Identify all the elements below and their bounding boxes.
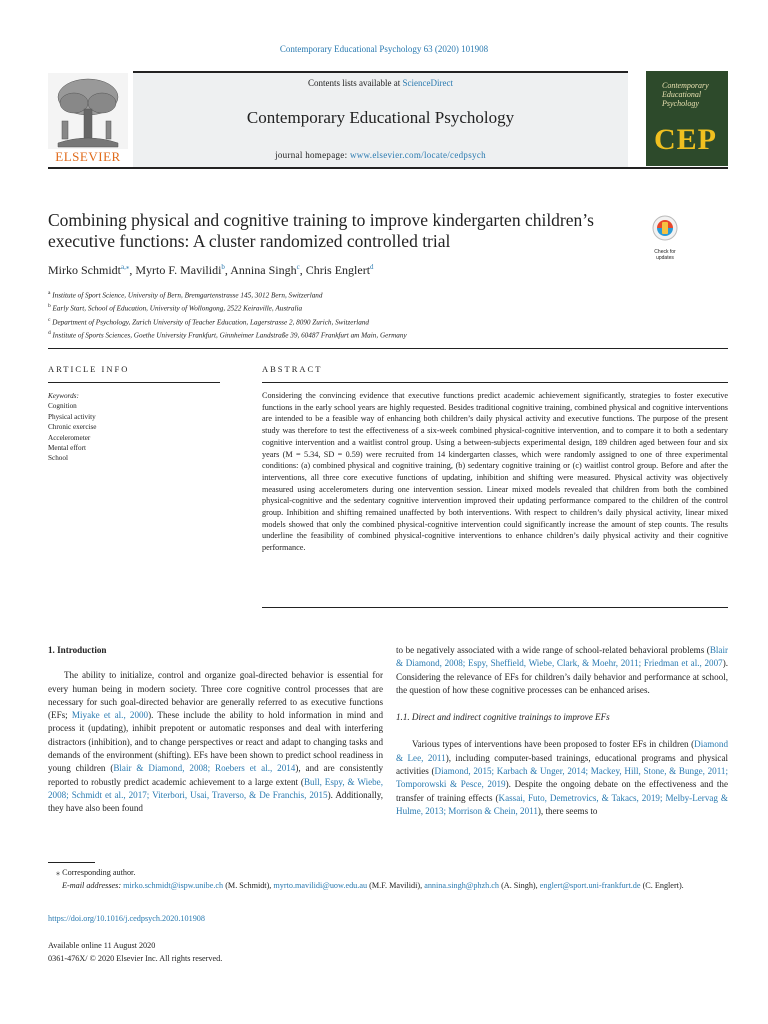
- email-link[interactable]: annina.singh@phzh.ch: [424, 880, 500, 890]
- affiliation: $^c$ Department of Psychology, Zurich University of Teacher Education, Lagerstrasse 2, 8090 Zurich, Switzerland: [48, 316, 370, 327]
- crossmark-icon: [646, 214, 684, 244]
- affiliation-list: [48, 288, 407, 342]
- author-affiliation-marker[interactable]: b: [221, 263, 225, 271]
- keyword: Physical activity: [48, 412, 96, 421]
- citation-link[interactable]: Kassai, Futo, Demetrovics, & Takacs, 2019; Melby-Lervag & Hulme, 2013; Morrison & Chein, 2011: [396, 792, 728, 816]
- abstract-rule: [262, 382, 728, 383]
- intro-paragraph-1: The ability to initialize, control and organize goal-directed behavior is essential for every human being in modern society. Three core cognitive control processes that are necessary for such goal-directed behavior are generally referred to as executive functions (EFs; Miyake et al., 2000). These include the ability to hold information in mind and process it (updating), inhibit prepotent or automatic responses and deal with interfering distractors (inhibition), and to change perspectives or react and adapt to changing tasks and demands of the environment (shifting). EFs have been shown to predict school readiness in young children (Blair & Diamond, 2008; Roebers et al., 2014), and are consistently reported to robustly predict academic achievement to a large extent (Bull, Espy, & Wiebe, 2008; Schmidt et al., 2017; Viterbori, Usai, Traverso, & De Franchis, 2015). Additionally, they have also been found: [48, 670, 383, 814]
- cover-acronym: CEP: [654, 123, 717, 156]
- footnote-rule: [48, 862, 95, 863]
- email-link[interactable]: mirko.schmidt@ispw.unibe.ch: [123, 880, 224, 890]
- author-affiliation-marker[interactable]: a,⁎: [121, 263, 130, 271]
- article-info-rule: [48, 382, 220, 383]
- abstract-heading: ABSTRACT: [262, 364, 323, 374]
- section-divider: [48, 348, 728, 349]
- author-name: Myrto F. Mavilidi: [135, 263, 222, 277]
- email-link[interactable]: myrto.mavilidi@uow.edu.au: [273, 880, 368, 890]
- author-name: Chris Englert: [305, 263, 371, 277]
- cover-title: Contemporary Educational Psychology: [662, 81, 709, 108]
- journal-name: Contemporary Educational Psychology: [246, 108, 515, 127]
- sciencedirect-link[interactable]: ScienceDirect: [402, 78, 453, 88]
- left-column: [48, 644, 383, 816]
- header-bottom-rule: [48, 167, 728, 169]
- corresponding-author-note: ⁎ Corresponding author.: [56, 868, 136, 877]
- journal-citation[interactable]: Contemporary Educational Psychology 63 (2020) 101908: [279, 44, 489, 54]
- article-title: Combining physical and cognitive training to improve kindergarten children’s executive functions: A cluster randomized controlled trial: [48, 210, 594, 251]
- intro-paragraph-2: Various types of interventions have been proposed to foster EFs in children (Diamond & Lee, 2011), including computer-based trainings, educational programs and physical activities (Diamond, 2015; Karbach & Unger, 2014; Mackey, Hill, Stone, & Bunge, 2011; Tomporowski & Pesce, 2019). Despite the ongoing debate on the effectiveness and the transfer of training effects (Kassai, Futo, Demetrovics, & Takacs, 2019; Melby-Lervag & Hulme, 2013; Morrison & Chein, 2011), there seems to: [396, 739, 729, 816]
- email-addresses: E-mail addresses: mirko.schmidt@ispw.unibe.ch (M. Schmidt), myrto.mavilidi@uow.edu.au (M.F. Mavilidi), annina.singh@phzh.ch (A. Singh), englert@sport.uni-frankfurt.de (C. Englert).: [62, 880, 684, 890]
- abstract-text: Considering the convincing evidence that executive functions predict academic achievement significantly, strategies to foster executive functions in the early school years are highly requested. Besides traditional cognitive training, combined physical and cognitive interventions are intended to be a feasible way of enhancing both children’s daily physical activity and executive functions. The purpose of the present study was therefore to test the effectiveness of a six-week combined physical-cognitive intervention, and to compare it to both a sedentary cognitive intervention and a waitlist control group. Using a between-subjects experimental design, 189 children aged between four and six years (M = 5.34, SD = 0.59) were recruited from 14 kindergarten classes, which were randomly assigned to one of three experimental conditions: (a) combined physical and cognitive training, (b) sedentary cognitive training or (c) waitlist control group. Before and after the interventions, all three core executive functions of updating, inhibition and shifting were measured. Physical activity was objectively measured using accelerometers during one intervention session. Linear mixed models revealed that children from both the combined physical-cognitive and the sedentary cognitive intervention improved their updating performance compared to the children of the control group. Inhibition and shifting remained unaffected by both interventions. With respect to children’s daily physical activity, linear mixed models showed that only the combined physical-cognitive intervention could significantly increase the amount of step counts. The results underline the feasibility of combined physical-cognitive interventions to enhance children’s daily physical activity and their cognitive performance.: [262, 391, 728, 553]
- doi-link[interactable]: https://doi.org/10.1016/j.cedpsych.2020.101908: [48, 914, 205, 923]
- affiliation: $^d$ Institute of Sports Sciences, Goethe University Frankfurt, Ginnheimer Landstraße 39, 60487 Frankfurt am Main, Germany: [48, 330, 407, 340]
- keyword: Mental effort: [48, 444, 86, 453]
- keywords-label: Keywords:: [48, 392, 79, 400]
- citation-link[interactable]: Bull, Espy, & Wiebe, 2008; Schmidt et al., 2017; Viterbori, Usai, Traverso, & De Franchis, 2015: [48, 776, 383, 800]
- homepage-prefix: journal homepage:: [275, 150, 350, 160]
- author-name: Annina Singh: [230, 263, 297, 277]
- availability: [48, 940, 222, 965]
- available-online: Available online 11 August 2020: [48, 941, 156, 950]
- email-link[interactable]: englert@sport.uni-frankfurt.de: [539, 880, 641, 890]
- introduction-heading: 1. Introduction: [48, 645, 107, 655]
- author-affiliation-marker[interactable]: d: [370, 263, 374, 271]
- article-info-heading: ARTICLE INFO: [48, 364, 130, 374]
- keyword: Chronic exercise: [48, 423, 97, 432]
- crossmark-label: Check for updates: [654, 249, 676, 261]
- author-list: Mirko Schmidt$^{a,⁎}$, Myrto F. Mavilidi$^b$, Annina Singh$^c$, Chris Englert$^d$: [48, 263, 374, 277]
- keywords-block: [48, 391, 97, 464]
- footnotes: [48, 867, 728, 892]
- copyright: 0361-476X/ © 2020 Elsevier Inc. All rights reserved.: [48, 953, 223, 963]
- keyword: Accelerometer: [48, 433, 91, 442]
- citation-link[interactable]: Blair & Diamond, 2008; Roebers et al., 2014: [113, 763, 296, 774]
- homepage-link[interactable]: www.elsevier.com/locate/cedpsych: [349, 150, 486, 160]
- citation-link[interactable]: Blair & Diamond, 2008; Espy, Sheffield, Wiebe, Clark, & Moehr, 2011; Friedman et al., 2007: [396, 645, 728, 669]
- journal-homepage: [133, 150, 628, 160]
- journal-cover[interactable]: [646, 71, 728, 166]
- publisher-wordmark: ELSEVIER: [55, 149, 121, 164]
- right-column: [396, 644, 728, 818]
- author-affiliation-marker[interactable]: c: [296, 263, 300, 271]
- citation-link[interactable]: Diamond, 2015; Karbach & Unger, 2014; Mackey, Hill, Stone, & Bunge, 2011; Tomporowski & Pesce, 2019: [396, 766, 728, 790]
- affiliation: $^a$ Institute of Sport Science, University of Bern, Bremgartenstrasse 145, 3012 Bern, Switzerland: [48, 290, 323, 300]
- check-for-updates-badge[interactable]: [646, 214, 684, 261]
- subsection-heading: 1.1. Direct and indirect cognitive trainings to improve EFs: [396, 712, 610, 723]
- contents-line: [133, 78, 628, 88]
- author-name: Mirko Schmidt: [48, 263, 122, 277]
- contents-prefix: Contents lists available at: [308, 78, 403, 88]
- keyword: Cognition: [48, 402, 77, 411]
- citation-link[interactable]: Diamond & Lee, 2011: [396, 739, 728, 763]
- intro-paragraph-1-cont: to be negatively associated with a wide range of school-related behavioral problems (Blair & Diamond, 2008; Espy, Sheffield, Wiebe, Clark, & Moehr, 2011; Friedman et al., 2007). Considering the relevance of EFs for children’s daily behavior and performance at school, the question of how these cognitive processes can be enhanced arises.: [396, 645, 728, 695]
- affiliation: $^b$ Early Start, School of Education, University of Wollongong, 2522 Keiraville, Australia: [48, 303, 303, 313]
- keyword: School: [48, 454, 68, 463]
- abstract-bottom-rule: [262, 607, 728, 608]
- citation-link[interactable]: Miyake et al., 2000: [71, 710, 149, 721]
